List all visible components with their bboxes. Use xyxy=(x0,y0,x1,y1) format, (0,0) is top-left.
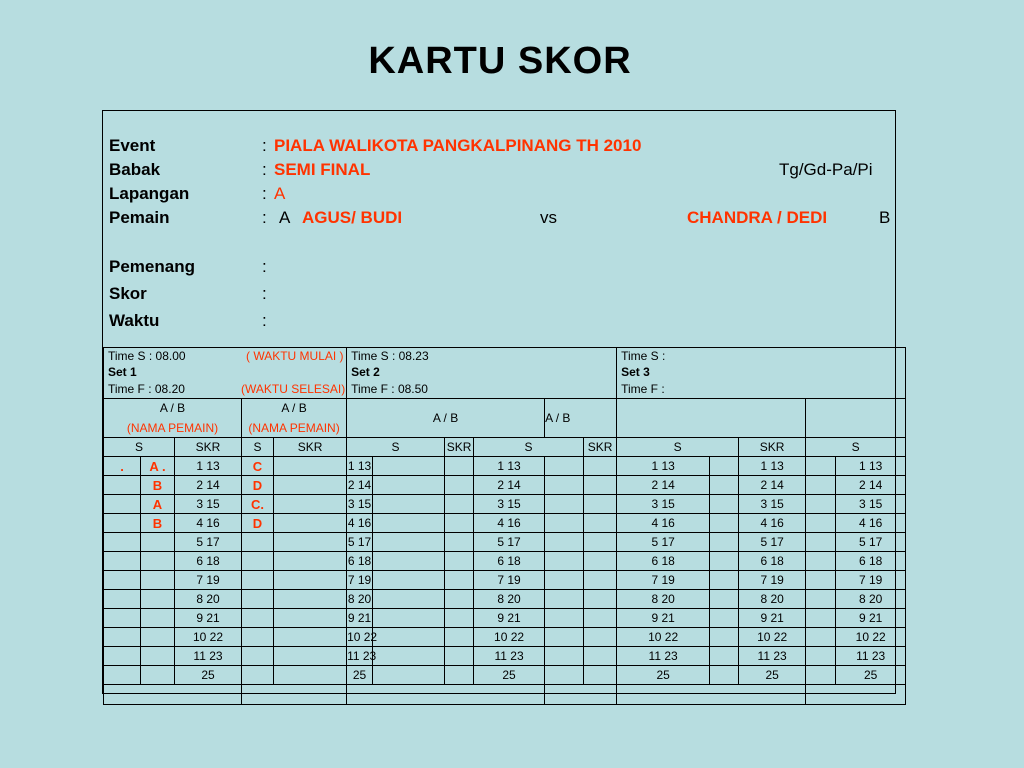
score-cell: 8 20 xyxy=(474,590,545,609)
score-cell: 11 23 xyxy=(836,647,906,666)
score-cell: 5 17 xyxy=(175,533,242,552)
pair-a-name: AGUS/ BUDI xyxy=(302,208,403,227)
score-cell: 25 xyxy=(347,666,373,685)
server-cell: B xyxy=(141,476,175,495)
babak-colon: : xyxy=(262,160,267,179)
score-cell: 2 14 xyxy=(347,476,373,495)
score-cell: 6 18 xyxy=(175,552,242,571)
score-row xyxy=(104,495,906,514)
score-cell: 4 16 xyxy=(617,514,710,533)
col-header-skr: SKR xyxy=(445,438,474,457)
server-cell xyxy=(104,552,141,571)
blank-cell xyxy=(584,533,617,552)
blank-cell xyxy=(274,571,347,590)
column-header-row xyxy=(104,438,906,457)
server-cell xyxy=(141,609,175,628)
set-1-start: Time S : 08.00 xyxy=(108,349,186,363)
blank-cell xyxy=(373,514,445,533)
server-cell xyxy=(141,590,175,609)
footer-cell xyxy=(242,685,347,705)
score-cell: 11 23 xyxy=(347,647,373,666)
score-row xyxy=(104,609,906,628)
score-row xyxy=(104,647,906,666)
score-cell: 9 21 xyxy=(836,609,906,628)
blank-cell xyxy=(373,476,445,495)
babak-label: Babak xyxy=(109,160,161,179)
score-cell: 1 13 xyxy=(617,457,710,476)
blank-cell xyxy=(445,476,474,495)
score-cell: 6 18 xyxy=(347,552,373,571)
server-cell xyxy=(104,495,141,514)
server-cell: C xyxy=(242,457,274,476)
event-value: PIALA WALIKOTA PANGKALPINANG TH 2010 xyxy=(274,136,642,155)
footer-cell xyxy=(104,685,242,705)
blank-cell xyxy=(274,590,347,609)
blank-cell xyxy=(373,552,445,571)
player-names-row xyxy=(104,399,906,438)
score-cell: 5 17 xyxy=(347,533,373,552)
server-cell: C. xyxy=(242,495,274,514)
footer-cell xyxy=(347,685,545,705)
blank-cell xyxy=(806,552,836,571)
blank-cell xyxy=(274,647,347,666)
blank-cell xyxy=(584,571,617,590)
names-cell-1 xyxy=(104,399,242,438)
score-rows xyxy=(104,457,906,685)
blank-cell xyxy=(710,571,739,590)
set-2-start: Time S : 08.23 xyxy=(351,349,429,363)
blank-cell xyxy=(806,476,836,495)
score-cell: 1 13 xyxy=(739,457,806,476)
blank-cell xyxy=(584,628,617,647)
blank-cell xyxy=(806,533,836,552)
server-cell: . xyxy=(104,457,141,476)
score-cell: 10 22 xyxy=(175,628,242,647)
score-cell: 3 15 xyxy=(836,495,906,514)
blank-cell xyxy=(584,514,617,533)
server-cell xyxy=(242,628,274,647)
blank-cell xyxy=(274,628,347,647)
score-cell: 9 21 xyxy=(739,609,806,628)
blank-cell xyxy=(445,495,474,514)
score-row xyxy=(104,533,906,552)
score-cell: 9 21 xyxy=(175,609,242,628)
score-row xyxy=(104,628,906,647)
server-cell: B xyxy=(141,514,175,533)
blank-cell xyxy=(274,552,347,571)
score-cell: 25 xyxy=(617,666,710,685)
score-cell: 8 20 xyxy=(347,590,373,609)
server-cell xyxy=(141,666,175,685)
nama-pemain-label: (NAMA PEMAIN) xyxy=(248,421,340,435)
set-1-start-note: ( WAKTU MULAI ) xyxy=(246,349,344,363)
score-cell: 5 17 xyxy=(739,533,806,552)
set-2-time-cell xyxy=(347,348,617,399)
col-header-s: S xyxy=(347,438,445,457)
skor-colon: : xyxy=(262,284,267,303)
col-header-skr: SKR xyxy=(584,438,617,457)
blank-cell xyxy=(584,666,617,685)
score-cell: 7 19 xyxy=(175,571,242,590)
server-cell xyxy=(242,609,274,628)
score-cell: 4 16 xyxy=(175,514,242,533)
names-cell-6 xyxy=(806,399,906,438)
lapangan-value: A xyxy=(274,184,286,203)
blank-cell xyxy=(806,609,836,628)
blank-cell xyxy=(545,628,584,647)
score-cell: 10 22 xyxy=(836,628,906,647)
blank-cell xyxy=(545,533,584,552)
server-cell xyxy=(104,647,141,666)
server-cell xyxy=(104,571,141,590)
score-row xyxy=(104,514,906,533)
names-cell-3 xyxy=(347,399,545,438)
score-cell: 8 20 xyxy=(175,590,242,609)
blank-cell xyxy=(373,609,445,628)
lapangan-label: Lapangan xyxy=(109,184,190,203)
pemenang-label: Pemenang xyxy=(109,257,195,276)
blank-cell xyxy=(545,552,584,571)
blank-cell xyxy=(806,457,836,476)
blank-cell xyxy=(806,666,836,685)
col-header-skr: SKR xyxy=(739,438,806,457)
side-a-label: A xyxy=(279,208,291,227)
server-cell: A . xyxy=(141,457,175,476)
score-cell: 6 18 xyxy=(474,552,545,571)
set-2-finish: Time F : 08.50 xyxy=(351,382,428,396)
blank-cell xyxy=(710,609,739,628)
score-cell: 1 13 xyxy=(474,457,545,476)
set-2-name: Set 2 xyxy=(351,365,380,379)
score-cell: 3 15 xyxy=(617,495,710,514)
blank-cell xyxy=(710,476,739,495)
blank-cell xyxy=(445,590,474,609)
server-cell xyxy=(242,571,274,590)
col-header-s: S xyxy=(617,438,739,457)
score-cell: 5 17 xyxy=(836,533,906,552)
blank-cell xyxy=(710,590,739,609)
col-header-s: S xyxy=(104,438,175,457)
col-header-s: S xyxy=(474,438,584,457)
score-cell: 11 23 xyxy=(739,647,806,666)
ab-label: A / B xyxy=(545,411,571,425)
score-cell: 25 xyxy=(175,666,242,685)
match-code: Tg/Gd-Pa/Pi xyxy=(779,160,873,179)
blank-cell xyxy=(274,533,347,552)
score-cell: 10 22 xyxy=(739,628,806,647)
vs-label: vs xyxy=(540,208,557,227)
server-cell xyxy=(104,609,141,628)
set-3-finish: Time F : xyxy=(621,382,665,396)
score-cell: 3 15 xyxy=(739,495,806,514)
blank-cell xyxy=(545,666,584,685)
blank-cell xyxy=(373,647,445,666)
server-cell xyxy=(141,647,175,666)
score-cell: 2 14 xyxy=(617,476,710,495)
blank-cell xyxy=(274,476,347,495)
server-cell: A xyxy=(141,495,175,514)
pemain-label: Pemain xyxy=(109,208,170,227)
score-cell: 11 23 xyxy=(474,647,545,666)
waktu-colon: : xyxy=(262,311,267,330)
blank-cell xyxy=(584,647,617,666)
score-cell: 11 23 xyxy=(617,647,710,666)
score-cell: 9 21 xyxy=(617,609,710,628)
set-time-row xyxy=(104,348,906,399)
side-b-label: B xyxy=(879,208,891,227)
server-cell xyxy=(104,533,141,552)
server-cell xyxy=(242,533,274,552)
score-cell: 3 15 xyxy=(347,495,373,514)
blank-cell xyxy=(710,552,739,571)
score-cell: 4 16 xyxy=(739,514,806,533)
score-cell: 3 15 xyxy=(175,495,242,514)
score-cell: 25 xyxy=(836,666,906,685)
babak-value: SEMI FINAL xyxy=(274,160,371,179)
footer-cell xyxy=(545,685,617,705)
set-1-time-cell xyxy=(104,348,347,399)
blank-cell xyxy=(806,647,836,666)
server-cell xyxy=(141,552,175,571)
blank-cell xyxy=(373,666,445,685)
col-header-skr: SKR xyxy=(175,438,242,457)
pemenang-colon: : xyxy=(262,257,267,276)
score-cell: 5 17 xyxy=(617,533,710,552)
score-cell: 2 14 xyxy=(175,476,242,495)
names-cell-5 xyxy=(617,399,806,438)
match-info xyxy=(103,111,895,348)
blank-cell xyxy=(274,666,347,685)
score-row xyxy=(104,666,906,685)
set-3-name: Set 3 xyxy=(621,365,650,379)
ab-label: A / B xyxy=(281,401,307,415)
score-cell: 2 14 xyxy=(836,476,906,495)
col-header-skr: SKR xyxy=(274,438,347,457)
blank-footer-row xyxy=(104,685,906,705)
set-1-name: Set 1 xyxy=(108,365,137,379)
blank-cell xyxy=(806,628,836,647)
server-cell xyxy=(242,552,274,571)
blank-cell xyxy=(445,609,474,628)
score-cell: 8 20 xyxy=(617,590,710,609)
blank-cell xyxy=(545,590,584,609)
blank-cell xyxy=(584,609,617,628)
footer-cell xyxy=(617,685,806,705)
score-cell: 1 13 xyxy=(347,457,373,476)
blank-cell xyxy=(710,514,739,533)
server-cell xyxy=(104,514,141,533)
blank-cell xyxy=(806,571,836,590)
ab-label: A / B xyxy=(159,401,186,415)
event-label: Event xyxy=(109,136,156,155)
server-cell xyxy=(104,476,141,495)
col-header-s: S xyxy=(806,438,906,457)
blank-cell xyxy=(710,666,739,685)
score-cell: 4 16 xyxy=(347,514,373,533)
score-cell: 10 22 xyxy=(347,628,373,647)
score-cell: 7 19 xyxy=(617,571,710,590)
server-cell xyxy=(242,666,274,685)
score-cell: 6 18 xyxy=(617,552,710,571)
score-cell: 1 13 xyxy=(175,457,242,476)
score-row xyxy=(104,476,906,495)
blank-cell xyxy=(584,552,617,571)
blank-cell xyxy=(445,552,474,571)
score-card xyxy=(102,110,896,694)
server-cell xyxy=(141,628,175,647)
score-cell: 10 22 xyxy=(617,628,710,647)
blank-cell xyxy=(584,476,617,495)
score-row xyxy=(104,571,906,590)
server-cell xyxy=(104,628,141,647)
score-cell: 1 13 xyxy=(836,457,906,476)
blank-cell xyxy=(373,590,445,609)
skor-label: Skor xyxy=(109,284,147,303)
blank-cell xyxy=(445,628,474,647)
score-cell: 4 16 xyxy=(836,514,906,533)
set-1-finish: Time F : 08.20 xyxy=(108,382,185,396)
blank-cell xyxy=(445,571,474,590)
blank-cell xyxy=(584,495,617,514)
score-row xyxy=(104,457,906,476)
blank-cell xyxy=(274,457,347,476)
blank-cell xyxy=(373,571,445,590)
blank-cell xyxy=(373,495,445,514)
blank-cell xyxy=(806,495,836,514)
pair-b-name: CHANDRA / DEDI xyxy=(687,208,828,227)
score-cell: 25 xyxy=(474,666,545,685)
lapangan-colon: : xyxy=(262,184,267,203)
score-cell: 7 19 xyxy=(474,571,545,590)
blank-cell xyxy=(584,590,617,609)
score-cell: 5 17 xyxy=(474,533,545,552)
server-cell xyxy=(104,590,141,609)
server-cell xyxy=(141,533,175,552)
set-3-start: Time S : xyxy=(621,349,666,363)
score-cell: 4 16 xyxy=(474,514,545,533)
footer-cell xyxy=(806,685,906,705)
blank-cell xyxy=(710,457,739,476)
nama-pemain-label: (NAMA PEMAIN) xyxy=(126,421,219,435)
set-1-finish-note: (WAKTU SELESAI) xyxy=(241,382,346,396)
blank-cell xyxy=(445,533,474,552)
blank-cell xyxy=(545,647,584,666)
names-cell-4 xyxy=(545,399,617,438)
blank-cell xyxy=(710,628,739,647)
score-cell: 11 23 xyxy=(175,647,242,666)
score-cell: 2 14 xyxy=(739,476,806,495)
score-cell: 6 18 xyxy=(836,552,906,571)
server-cell xyxy=(104,666,141,685)
page-title: KARTU SKOR xyxy=(368,40,632,82)
score-cell: 2 14 xyxy=(474,476,545,495)
blank-cell xyxy=(545,495,584,514)
score-table xyxy=(103,347,906,705)
score-cell: 25 xyxy=(739,666,806,685)
server-cell: D xyxy=(242,514,274,533)
blank-cell xyxy=(806,514,836,533)
blank-cell xyxy=(373,628,445,647)
server-cell xyxy=(242,647,274,666)
server-cell xyxy=(141,571,175,590)
score-cell: 8 20 xyxy=(836,590,906,609)
blank-cell xyxy=(710,647,739,666)
blank-cell xyxy=(445,647,474,666)
blank-cell xyxy=(445,514,474,533)
blank-cell xyxy=(545,514,584,533)
blank-cell xyxy=(274,495,347,514)
blank-cell xyxy=(545,476,584,495)
blank-cell xyxy=(445,666,474,685)
blank-cell xyxy=(373,457,445,476)
blank-cell xyxy=(373,533,445,552)
blank-cell xyxy=(584,457,617,476)
score-cell: 9 21 xyxy=(347,609,373,628)
score-cell: 7 19 xyxy=(836,571,906,590)
server-cell: D xyxy=(242,476,274,495)
names-cell-2 xyxy=(242,399,347,438)
score-cell: 3 15 xyxy=(474,495,545,514)
score-cell: 7 19 xyxy=(347,571,373,590)
pemain-colon: : xyxy=(262,208,267,227)
event-colon: : xyxy=(262,136,267,155)
waktu-label: Waktu xyxy=(109,311,160,330)
blank-cell xyxy=(274,609,347,628)
blank-cell xyxy=(710,495,739,514)
blank-cell xyxy=(710,533,739,552)
score-cell: 10 22 xyxy=(474,628,545,647)
server-cell xyxy=(242,590,274,609)
set-3-time-cell xyxy=(617,348,906,399)
score-cell: 7 19 xyxy=(739,571,806,590)
score-cell: 9 21 xyxy=(474,609,545,628)
blank-cell xyxy=(274,514,347,533)
blank-cell xyxy=(545,457,584,476)
score-row xyxy=(104,552,906,571)
blank-cell xyxy=(445,457,474,476)
col-header-s: S xyxy=(242,438,274,457)
ab-label: A / B xyxy=(432,411,459,425)
score-cell: 6 18 xyxy=(739,552,806,571)
score-row xyxy=(104,590,906,609)
score-cell: 8 20 xyxy=(739,590,806,609)
blank-cell xyxy=(545,571,584,590)
blank-cell xyxy=(545,609,584,628)
blank-cell xyxy=(806,590,836,609)
